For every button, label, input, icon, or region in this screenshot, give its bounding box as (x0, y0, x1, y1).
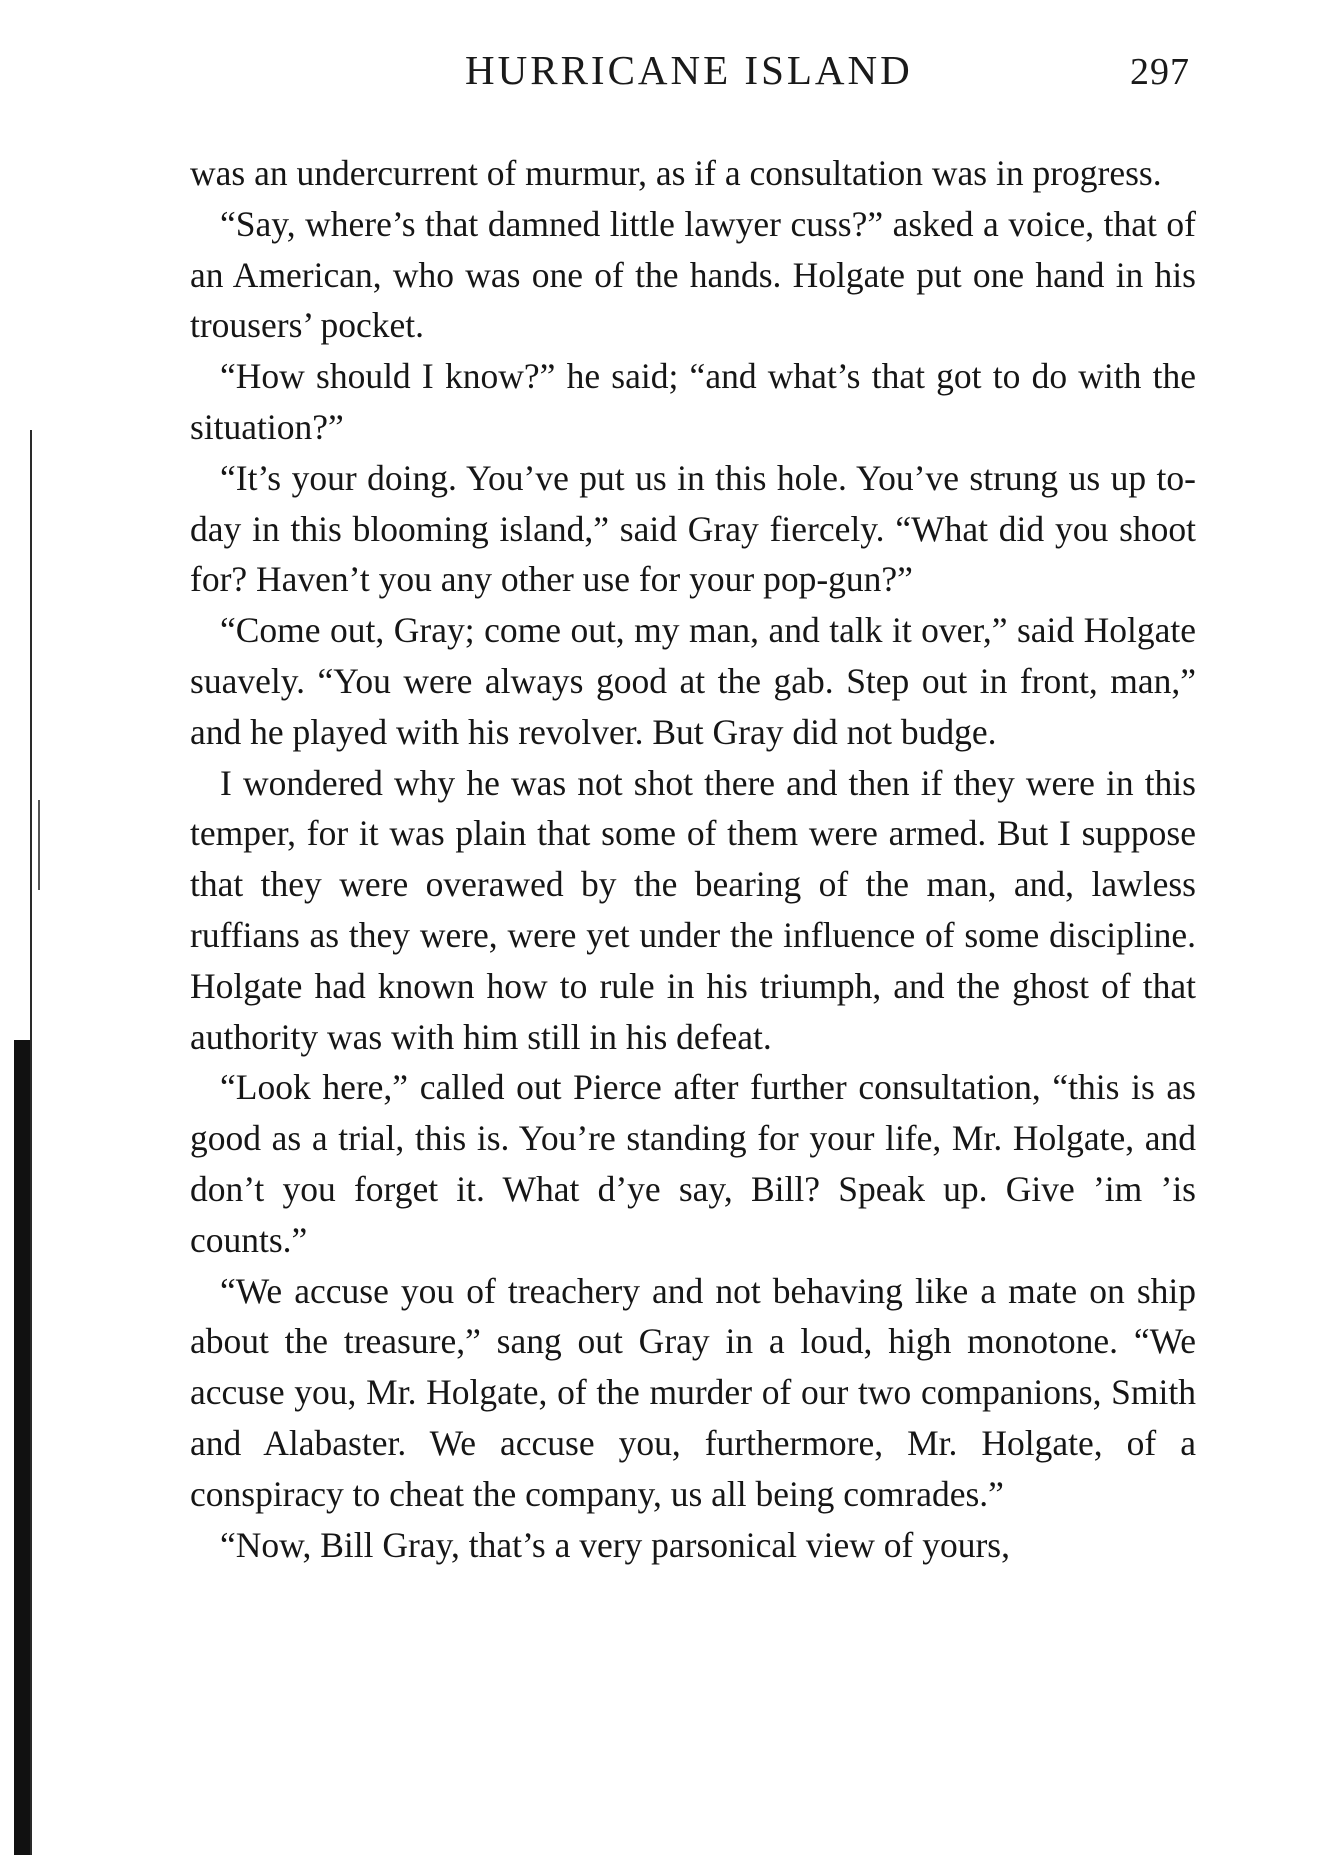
paragraph: “Come out, Gray; come out, my man, and talk it over,” said Holgate suavely. “You were always good at the gab. Step out in front, man,” and he played with his revolver. But Gray did not budge. (190, 610, 1196, 752)
paragraph: I wondered why he was not shot there and then if they were in this temper, for it was plain that some of them were armed. But I suppose that they were overawed by the bearing of the man, and, lawless ruffians as they were, were yet under the influence of some discipline. Holgate had known how to rule in his triumph, and the ghost of that authority was with him still in his defeat. (190, 762, 1196, 1057)
binding-edge-line (30, 430, 32, 1855)
page-number: 297 (1130, 51, 1190, 93)
paragraph: “It’s your doing. You’ve put us in this hole. You’ve strung us up to-day in this blooming island,” said Gray fiercely. “What did you shoot for? Haven’t you any other use for your pop-gun?” (190, 457, 1196, 600)
body-text (190, 148, 1196, 1570)
running-head (190, 40, 1190, 100)
paragraph-continued: was an undercurrent of murmur, as if a consultation was in progress. (190, 153, 1162, 193)
binding-shadow (14, 1040, 30, 1855)
paragraph: “Say, where’s that damned little lawyer cuss?” asked a voice, that of an American, who was one of the hands. Holgate put one hand in his trousers’ pocket. (190, 203, 1196, 346)
paragraph-continues: “Now, Bill Gray, that’s a very parsonical view of yours, (220, 1524, 1010, 1565)
paragraph: “We accuse you of treachery and not behaving like a mate on ship about the treasure,” sang out Gray in a loud, high monotone. “We accuse you, Mr. Holgate, of the murder of our two companions, Smith and Alabaster. We accuse you, furthermore, Mr. Holgate, of a conspiracy to cheat the company, us all being comrades.” (190, 1270, 1196, 1514)
paragraph: “Look here,” called out Pierce after further consultation, “this is as good as a trial, this is. You’re standing for your life, Mr. Holgate, and don’t you forget it. What d’ye say, Bill? Speak up. Give ’im ’is counts.” (190, 1067, 1196, 1260)
binding-edge-mark (38, 800, 40, 890)
paragraph: “How should I know?” he said; “and what’s that got to do with the situation?” (190, 356, 1196, 447)
running-title: HURRICANE ISLAND (465, 47, 913, 93)
